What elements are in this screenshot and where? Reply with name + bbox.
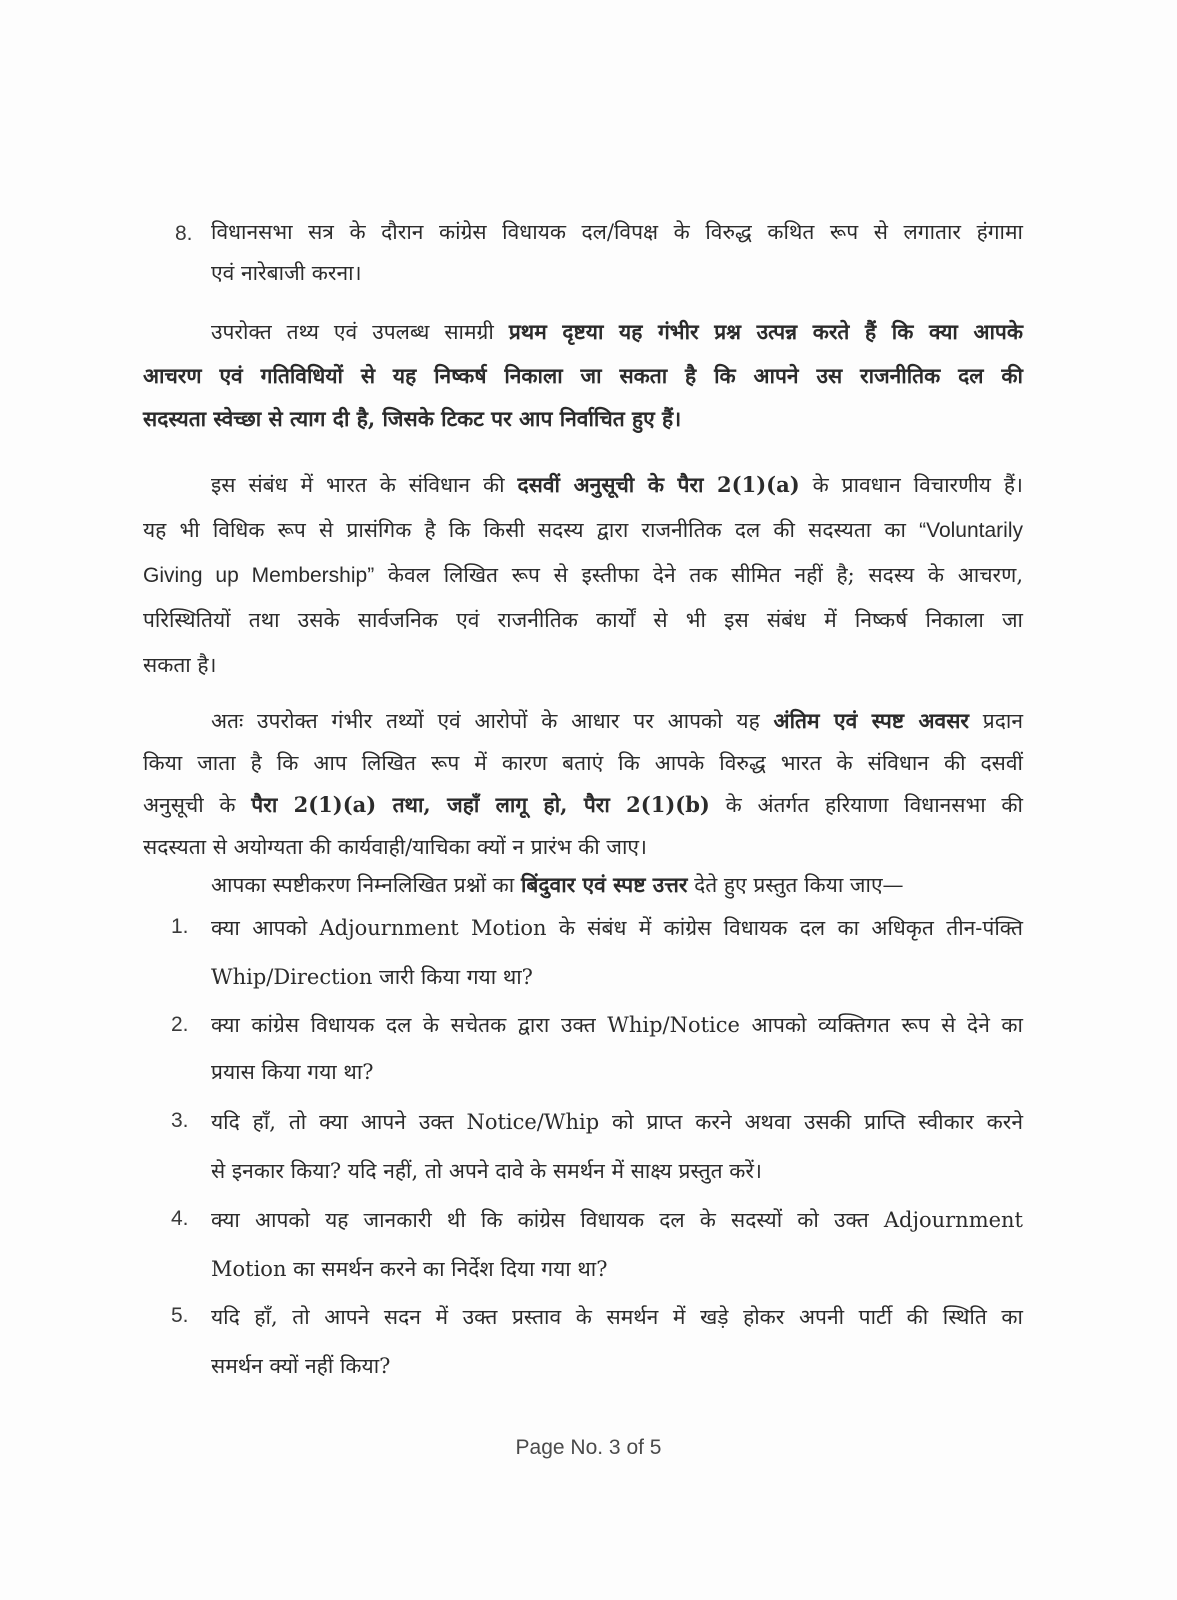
question-item bbox=[211, 1196, 1023, 1294]
paragraph-final-opportunity bbox=[143, 700, 1023, 868]
paragraph-3-line-3: अनुसूची के पैरा 2(1)(a) तथा, जहाँ लागू हो, पैरा 2(1)(b) के अंतर्गत हरियाणा विधानसभा की bbox=[143, 792, 1023, 817]
paragraph-2-line-3: Giving up Membership” केवल लिखित रूप से इस्तीफा देने तक सीमित नहीं है; सदस्य के आचरण, bbox=[143, 563, 1023, 587]
paragraph-2-line-2: यह भी विधिक रूप से प्रासंगिक है कि किसी सदस्य द्वारा राजनीतिक दल की सदस्यता का “Voluntarily bbox=[143, 518, 1023, 542]
paragraph-3-line-2: किया जाता है कि आप लिखित रूप में कारण बताएं कि आपके विरुद्ध भारत के संविधान की दसवीं bbox=[143, 751, 1023, 775]
paragraph-2-line-4: परिस्थितियों तथा उसके सार्वजनिक एवं राजनीतिक कार्यों से भी इस संबंध में निष्कर्ष निकाला जा bbox=[143, 608, 1023, 632]
question-1-number: 1. bbox=[171, 915, 189, 938]
paragraph-clarification-intro bbox=[211, 864, 1023, 906]
bold-text: प्रथम दृष्टया यह गंभीर प्रश्न उत्पन्न करते हैं कि क्या आपके bbox=[508, 319, 1023, 344]
paragraph-2-line-5: सकता है। bbox=[143, 653, 217, 677]
page-number-footer: Page No. 3 of 5 bbox=[515, 1436, 662, 1459]
paragraph-2-line-1: इस संबंध में भारत के संविधान की दसवीं अनुसूची के पैरा 2(1)(a) के प्रावधान विचारणीय हैं। bbox=[211, 472, 1023, 497]
question-3-line-1: यदि हाँ, तो क्या आपने उक्त Notice/Whip को प्राप्त करने अथवा उसकी प्राप्ति स्वीकार करने bbox=[211, 1110, 1023, 1134]
paragraph-1-line-1: उपरोक्त तथ्य एवं उपलब्ध सामग्री प्रथम दृष्टया यह गंभीर प्रश्न उत्पन्न करते हैं कि क्या आपके bbox=[211, 319, 1023, 344]
paragraph-4-line-1: आपका स्पष्टीकरण निम्नलिखित प्रश्नों का बिंदुवार एवं स्पष्ट उत्तर देते हुए प्रस्तुत किया जाए— bbox=[211, 872, 904, 897]
paragraph-1-line-3: सदस्यता स्वेच्छा से त्याग दी है, जिसके टिकट पर आप निर्वाचित हुए हैं। bbox=[143, 406, 682, 431]
question-3-number: 3. bbox=[171, 1109, 189, 1132]
question-5-number: 5. bbox=[171, 1304, 189, 1327]
question-2-line-2: प्रयास किया गया था? bbox=[211, 1060, 374, 1084]
paragraph-tenth-schedule bbox=[143, 462, 1023, 688]
item-8-line-1: विधानसभा सत्र के दौरान कांग्रेस विधायक दल/विपक्ष के विरुद्ध कथित रूप से लगातार हंगामा bbox=[211, 220, 1023, 244]
item-8-line-2: एवं नारेबाजी करना। bbox=[211, 261, 362, 285]
question-item bbox=[211, 1098, 1023, 1196]
paragraph-prima-facie bbox=[143, 310, 1023, 440]
paragraph-3-line-4: सदस्यता से अयोग्यता की कार्यवाही/याचिका क्यों न प्रारंभ की जाए। bbox=[143, 835, 647, 859]
question-5-line-1: यदि हाँ, तो आपने सदन में उक्त प्रस्ताव के समर्थन में खड़े होकर अपनी पार्टी की स्थिति का bbox=[211, 1305, 1023, 1329]
question-item bbox=[211, 1293, 1023, 1391]
paragraph-3-line-1: अतः उपरोक्त गंभीर तथ्यों एवं आरोपों के आधार पर आपको यह अंतिम एवं स्पष्ट अवसर प्रदान bbox=[211, 708, 1023, 733]
question-item bbox=[211, 904, 1023, 1002]
item-8-number: 8. bbox=[175, 222, 193, 245]
question-5-line-2: समर्थन क्यों नहीं किया? bbox=[211, 1354, 391, 1378]
question-4-line-1: क्या आपको यह जानकारी थी कि कांग्रेस विधायक दल के सदस्यों को उक्त Adjournment bbox=[211, 1208, 1023, 1232]
paragraph-1-line-2: आचरण एवं गतिविधियों से यह निष्कर्ष निकाला जा सकता है कि आपने उस राजनीतिक दल की bbox=[143, 363, 1023, 388]
question-item bbox=[211, 1002, 1023, 1096]
item-8 bbox=[211, 212, 1023, 294]
question-2-line-1: क्या कांग्रेस विधायक दल के सचेतक द्वारा उक्त Whip/Notice आपको व्यक्तिगत रूप से देने का bbox=[211, 1013, 1023, 1037]
question-3-line-2: से इनकार किया? यदि नहीं, तो अपने दावे के समर्थन में साक्ष्य प्रस्तुत करें। bbox=[211, 1159, 762, 1183]
question-4-number: 4. bbox=[171, 1207, 189, 1230]
question-1-line-1: क्या आपको Adjournment Motion के संबंध में कांग्रेस विधायक दल का अधिकृत तीन-पंक्ति bbox=[211, 916, 1023, 940]
question-4-line-2: Motion का समर्थन करने का निर्देश दिया गया था? bbox=[211, 1257, 608, 1281]
question-1-line-2: Whip/Direction जारी किया गया था? bbox=[211, 965, 533, 989]
question-2-number: 2. bbox=[171, 1013, 189, 1036]
